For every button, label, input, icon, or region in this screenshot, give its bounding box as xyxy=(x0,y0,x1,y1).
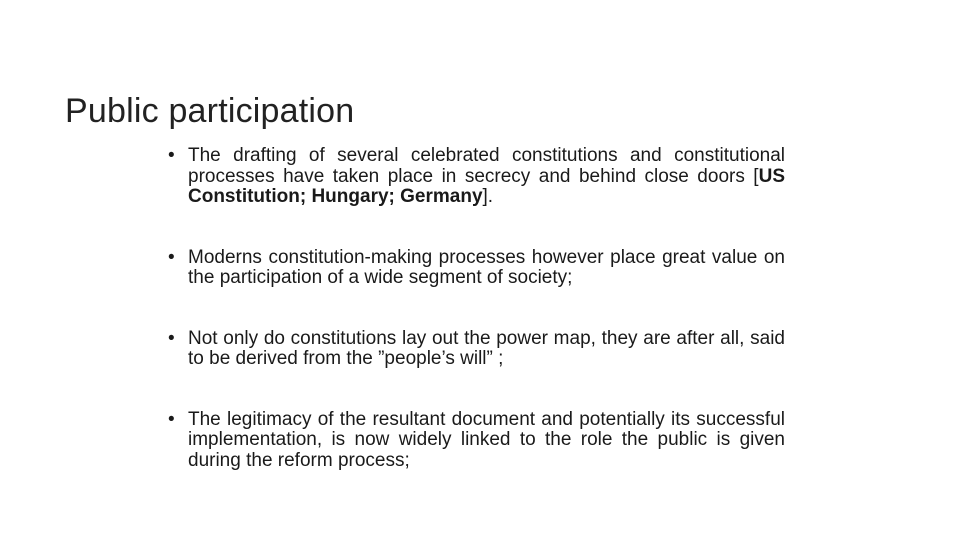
bullet-text-before: The drafting of several celebrated constitutions and constitutional processes have taken place in secrecy and behind close doors [ xyxy=(188,145,785,187)
bullet-item-4 xyxy=(168,410,785,472)
slide-title: Public participation xyxy=(65,92,355,130)
bullet-text: Not only do constitutions lay out the power map, they are after all, said to be derived from the ”people’s will” ; xyxy=(188,327,785,369)
bullet-item-3 xyxy=(168,329,785,370)
bullet-item-2 xyxy=(168,248,785,289)
bullet-text: The legitimacy of the resultant document and potentially its successful implementation, is now widely linked to the role the public is given during the reform process; xyxy=(188,408,785,471)
bullet-text-after: ]. xyxy=(482,186,494,207)
bullet-text: Moderns constitution-making processes however place great value on the participation of a wide segment of society; xyxy=(188,246,785,288)
bullet-item-1 xyxy=(168,146,785,208)
bullet-bold-text: US Constitution; Hungary; Germany xyxy=(188,165,785,207)
bullet-list xyxy=(168,146,785,511)
